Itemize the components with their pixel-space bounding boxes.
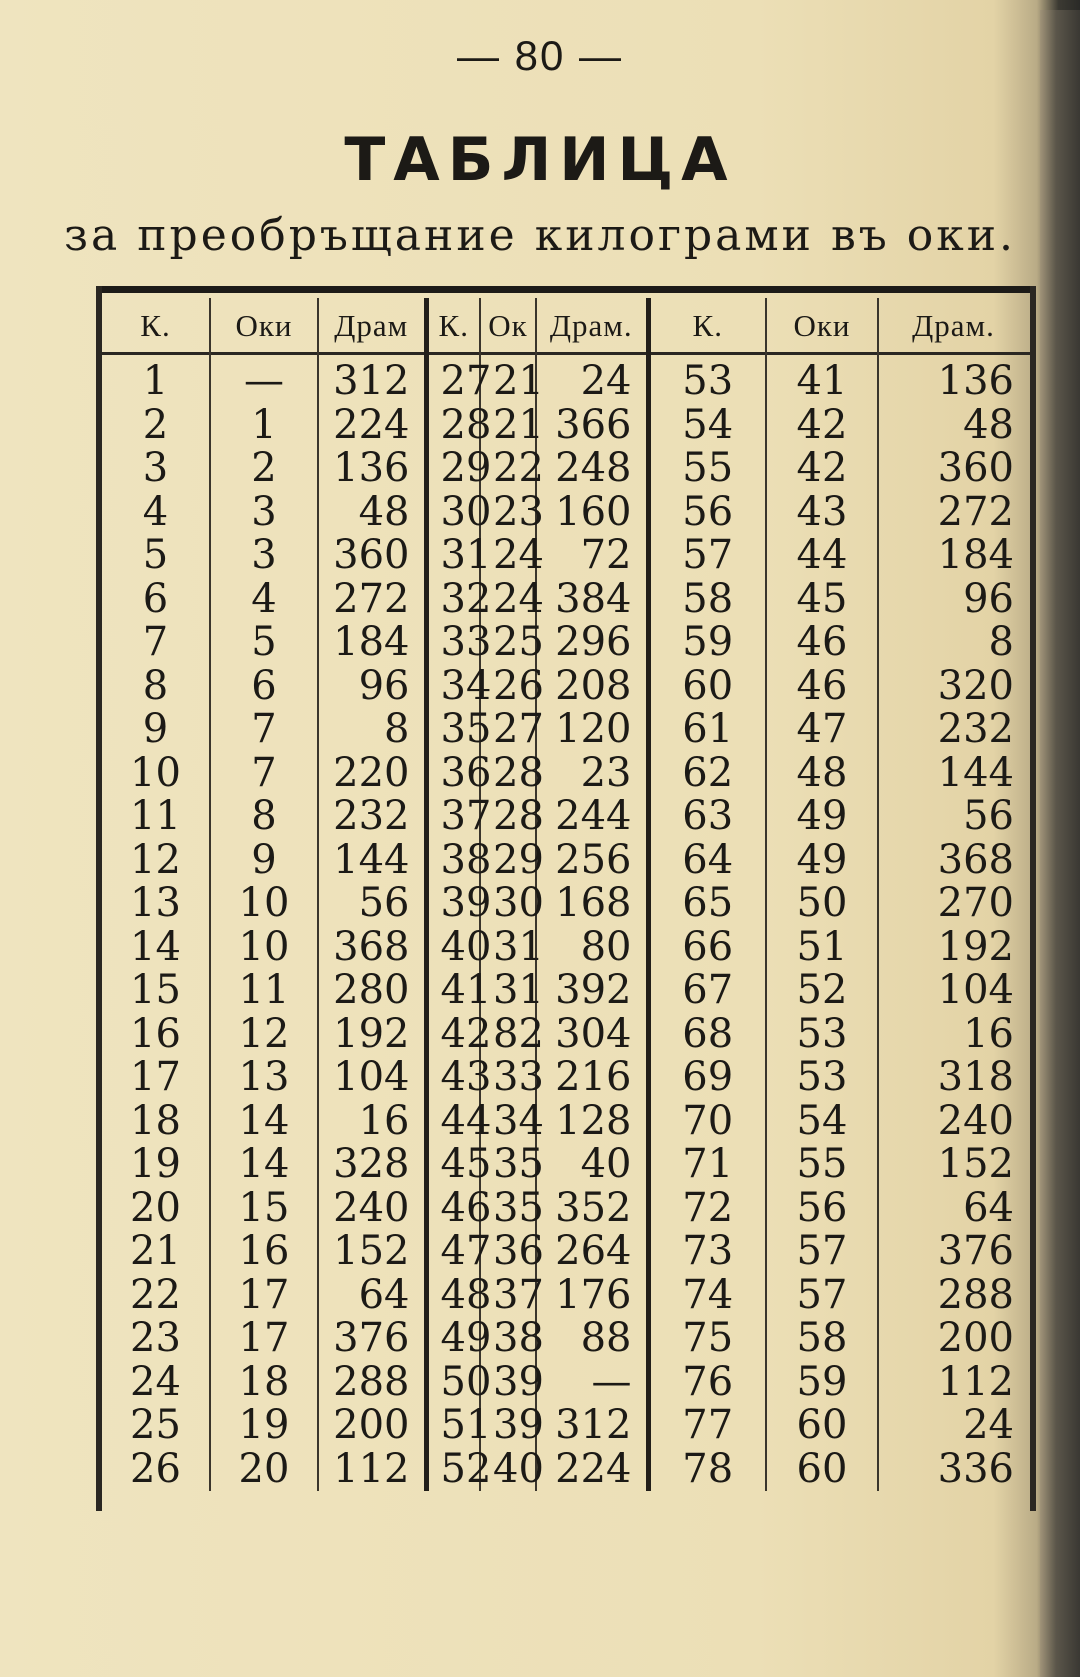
cell-kg-2: 29 — [426, 447, 480, 491]
cell-kg-3: 56 — [648, 491, 766, 535]
cell-kg-3: 69 — [648, 1056, 766, 1100]
cell-kg-3: 64 — [648, 839, 766, 883]
cell-dram-3: 8 — [878, 621, 1028, 665]
cell-dram-3: 64 — [878, 1187, 1028, 1231]
cell-kg-1: 2 — [142, 401, 169, 448]
conversion-table-frame — [96, 286, 1036, 1511]
cell-oki-1: 3 — [210, 534, 318, 578]
cell-kg-3: 61 — [648, 708, 766, 752]
table-header-row — [102, 298, 1028, 354]
cell-oki-3: 56 — [766, 1187, 878, 1231]
cell-oki-3: 49 — [766, 839, 878, 883]
cell-kg-3: 78 — [648, 1448, 766, 1492]
cell-oki-2: 35 — [480, 1143, 536, 1187]
cell-kg-2: 45 — [426, 1143, 480, 1187]
cell-oki-3: 50 — [766, 882, 878, 926]
cell-kg-1: 11 — [130, 793, 181, 839]
cell-dram-3: 16 — [878, 1013, 1028, 1057]
table-row — [102, 534, 1028, 578]
cell-kg-3: 53 — [648, 354, 766, 404]
cell-dram-2: 264 — [536, 1230, 648, 1274]
cell-oki-3: 59 — [766, 1361, 878, 1405]
header-oki-3: Оки — [766, 298, 878, 354]
cell-oki-2: 29 — [480, 839, 536, 883]
cell-dram-2: 120 — [536, 708, 648, 752]
cell-oki-2: 40 — [480, 1448, 536, 1492]
cell-oki-3: 55 — [766, 1143, 878, 1187]
cell-oki-2: 82 — [480, 1013, 536, 1057]
table-row — [102, 708, 1028, 752]
cell-kg-2: 51 — [426, 1404, 480, 1448]
cell-dram-3: 152 — [878, 1143, 1028, 1187]
cell-oki-2: 35 — [480, 1187, 536, 1231]
table-row — [102, 404, 1028, 448]
cell-kg-1: 7 — [142, 619, 169, 665]
cell-oki-1: 17 — [210, 1317, 318, 1361]
table-row — [102, 969, 1028, 1013]
page-subtitle: за преобръщание килограми въ оки. — [63, 210, 1016, 261]
cell-kg-3: 57 — [648, 534, 766, 578]
cell-dram-3: 144 — [878, 752, 1028, 796]
cell-dram-2: 256 — [536, 839, 648, 883]
cell-oki-2: 27 — [480, 708, 536, 752]
cell-oki-1: 6 — [210, 665, 318, 709]
cell-dram-1: 272 — [318, 578, 426, 622]
conversion-table — [102, 298, 1028, 1491]
cell-oki-1: 1 — [210, 404, 318, 448]
cell-oki-3: 45 — [766, 578, 878, 622]
table-row — [102, 447, 1028, 491]
cell-oki-2: 25 — [480, 621, 536, 665]
header-kg-1: К. — [140, 308, 171, 343]
cell-dram-2: 366 — [536, 404, 648, 448]
cell-kg-3: 70 — [648, 1100, 766, 1144]
cell-dram-1: 224 — [318, 404, 426, 448]
cell-dram-1: 312 — [318, 354, 426, 404]
cell-oki-2: 30 — [480, 882, 536, 926]
cell-dram-3: 104 — [878, 969, 1028, 1013]
cell-dram-3: 112 — [878, 1361, 1028, 1405]
cell-dram-3: 270 — [878, 882, 1028, 926]
table-body — [102, 354, 1028, 1491]
table-row — [102, 578, 1028, 622]
cell-oki-2: 28 — [480, 795, 536, 839]
cell-oki-1: 14 — [210, 1143, 318, 1187]
cell-dram-3: 200 — [878, 1317, 1028, 1361]
cell-dram-2: — — [536, 1361, 648, 1405]
cell-oki-2: 31 — [480, 969, 536, 1013]
table-row — [102, 1230, 1028, 1274]
cell-dram-3: 318 — [878, 1056, 1028, 1100]
cell-oki-2: 26 — [480, 665, 536, 709]
cell-dram-2: 248 — [536, 447, 648, 491]
cell-kg-1: 25 — [130, 1402, 181, 1448]
page-title: ТАБЛИЦА — [344, 125, 736, 195]
cell-kg-1: 26 — [130, 1445, 181, 1492]
cell-kg-2: 33 — [426, 621, 480, 665]
header-kg-3: К. — [648, 298, 766, 354]
cell-oki-1: 14 — [210, 1100, 318, 1144]
header-oki-1: Оки — [210, 298, 318, 354]
cell-oki-3: 48 — [766, 752, 878, 796]
cell-oki-3: 44 — [766, 534, 878, 578]
cell-oki-1: 18 — [210, 1361, 318, 1405]
cell-kg-2: 42 — [426, 1013, 480, 1057]
cell-kg-2: 50 — [426, 1361, 480, 1405]
cell-dram-3: 320 — [878, 665, 1028, 709]
cell-dram-2: 72 — [536, 534, 648, 578]
cell-oki-3: 41 — [766, 354, 878, 404]
cell-kg-2: 43 — [426, 1056, 480, 1100]
cell-oki-3: 42 — [766, 404, 878, 448]
cell-oki-2: 34 — [480, 1100, 536, 1144]
header-dram-1: Драм — [318, 298, 426, 354]
cell-dram-1: 16 — [318, 1100, 426, 1144]
table-row — [102, 1274, 1028, 1318]
cell-oki-1: — — [210, 354, 318, 404]
cell-kg-1: 15 — [130, 967, 181, 1013]
cell-dram-1: 152 — [318, 1230, 426, 1274]
cell-oki-2: 36 — [480, 1230, 536, 1274]
cell-dram-3: 336 — [878, 1448, 1028, 1492]
cell-dram-2: 128 — [536, 1100, 648, 1144]
table-right-rule — [1030, 286, 1036, 1511]
cell-dram-2: 88 — [536, 1317, 648, 1361]
cell-dram-1: 56 — [318, 882, 426, 926]
cell-kg-2: 35 — [426, 708, 480, 752]
cell-kg-2: 52 — [426, 1448, 480, 1492]
cell-dram-2: 176 — [536, 1274, 648, 1318]
cell-kg-3: 77 — [648, 1404, 766, 1448]
header-kg-2: К. — [426, 298, 480, 354]
cell-oki-2: 22 — [480, 447, 536, 491]
cell-kg-2: 48 — [426, 1274, 480, 1318]
cell-dram-1: 104 — [318, 1056, 426, 1100]
cell-kg-1: 13 — [130, 880, 181, 926]
cell-dram-1: 48 — [318, 491, 426, 535]
cell-kg-2: 44 — [426, 1100, 480, 1144]
cell-kg-1: 19 — [130, 1141, 181, 1187]
cell-kg-3: 75 — [648, 1317, 766, 1361]
header-dram-3: Драм. — [878, 298, 1028, 354]
cell-kg-2: 47 — [426, 1230, 480, 1274]
cell-dram-1: 232 — [318, 795, 426, 839]
cell-kg-2: 30 — [426, 491, 480, 535]
table-row — [102, 1448, 1028, 1492]
header-oki-2: Ок — [480, 298, 536, 354]
cell-oki-1: 7 — [210, 752, 318, 796]
cell-oki-3: 60 — [766, 1404, 878, 1448]
table-row — [102, 1056, 1028, 1100]
cell-oki-2: 21 — [480, 354, 536, 404]
cell-dram-2: 392 — [536, 969, 648, 1013]
cell-dram-1: 136 — [318, 447, 426, 491]
cell-oki-2: 28 — [480, 752, 536, 796]
cell-kg-1: 10 — [130, 749, 181, 796]
cell-dram-1: 240 — [318, 1187, 426, 1231]
cell-dram-3: 288 — [878, 1274, 1028, 1318]
cell-dram-2: 23 — [536, 752, 648, 796]
cell-dram-2: 312 — [536, 1404, 648, 1448]
cell-oki-2: 31 — [480, 926, 536, 970]
cell-oki-2: 33 — [480, 1056, 536, 1100]
cell-kg-1: 1 — [142, 358, 169, 404]
cell-dram-2: 296 — [536, 621, 648, 665]
cell-dram-1: 200 — [318, 1404, 426, 1448]
cell-oki-1: 16 — [210, 1230, 318, 1274]
cell-dram-3: 376 — [878, 1230, 1028, 1274]
cell-dram-3: 360 — [878, 447, 1028, 491]
cell-dram-3: 136 — [878, 354, 1028, 404]
cell-dram-1: 184 — [318, 621, 426, 665]
cell-kg-1: 24 — [130, 1358, 181, 1405]
cell-kg-1: 9 — [142, 706, 169, 752]
cell-kg-3: 73 — [648, 1230, 766, 1274]
table-row — [102, 354, 1028, 404]
cell-dram-1: 280 — [318, 969, 426, 1013]
cell-kg-2: 40 — [426, 926, 480, 970]
cell-oki-1: 11 — [210, 969, 318, 1013]
cell-kg-2: 34 — [426, 665, 480, 709]
cell-dram-1: 220 — [318, 752, 426, 796]
cell-dram-3: 48 — [878, 404, 1028, 448]
cell-dram-2: 244 — [536, 795, 648, 839]
cell-oki-1: 15 — [210, 1187, 318, 1231]
cell-dram-2: 168 — [536, 882, 648, 926]
table-row — [102, 621, 1028, 665]
cell-oki-3: 57 — [766, 1230, 878, 1274]
cell-dram-1: 112 — [318, 1448, 426, 1492]
cell-kg-3: 66 — [648, 926, 766, 970]
cell-dram-2: 224 — [536, 1448, 648, 1492]
header-dram-2: Драм. — [536, 298, 648, 354]
cell-dram-3: 232 — [878, 708, 1028, 752]
cell-kg-1: 14 — [130, 923, 181, 970]
cell-dram-2: 304 — [536, 1013, 648, 1057]
cell-kg-1: 4 — [142, 488, 169, 535]
cell-oki-2: 39 — [480, 1404, 536, 1448]
cell-kg-2: 46 — [426, 1187, 480, 1231]
cell-oki-3: 49 — [766, 795, 878, 839]
cell-kg-3: 58 — [648, 578, 766, 622]
cell-oki-3: 60 — [766, 1448, 878, 1492]
cell-kg-1: 18 — [130, 1097, 181, 1144]
cell-kg-3: 59 — [648, 621, 766, 665]
cell-oki-3: 52 — [766, 969, 878, 1013]
cell-oki-3: 47 — [766, 708, 878, 752]
cell-oki-1: 12 — [210, 1013, 318, 1057]
cell-kg-2: 38 — [426, 839, 480, 883]
cell-dram-1: 64 — [318, 1274, 426, 1318]
cell-kg-2: 39 — [426, 882, 480, 926]
table-row — [102, 882, 1028, 926]
cell-dram-1: 96 — [318, 665, 426, 709]
cell-dram-2: 216 — [536, 1056, 648, 1100]
cell-kg-3: 63 — [648, 795, 766, 839]
cell-dram-1: 192 — [318, 1013, 426, 1057]
cell-oki-3: 54 — [766, 1100, 878, 1144]
cell-kg-1: 6 — [142, 575, 169, 622]
cell-kg-2: 31 — [426, 534, 480, 578]
cell-kg-2: 49 — [426, 1317, 480, 1361]
cell-oki-1: 2 — [210, 447, 318, 491]
cell-dram-2: 352 — [536, 1187, 648, 1231]
table-row — [102, 491, 1028, 535]
cell-dram-3: 184 — [878, 534, 1028, 578]
cell-oki-2: 37 — [480, 1274, 536, 1318]
page-number: — 80 — — [456, 32, 624, 79]
cell-oki-3: 53 — [766, 1056, 878, 1100]
cell-dram-3: 240 — [878, 1100, 1028, 1144]
cell-dram-2: 384 — [536, 578, 648, 622]
cell-oki-2: 23 — [480, 491, 536, 535]
cell-kg-1: 5 — [142, 532, 169, 578]
cell-oki-1: 9 — [210, 839, 318, 883]
cell-kg-3: 55 — [648, 447, 766, 491]
cell-dram-1: 8 — [318, 708, 426, 752]
cell-oki-1: 13 — [210, 1056, 318, 1100]
table-row — [102, 1317, 1028, 1361]
cell-kg-2: 36 — [426, 752, 480, 796]
cell-oki-1: 4 — [210, 578, 318, 622]
cell-kg-3: 76 — [648, 1361, 766, 1405]
cell-oki-2: 24 — [480, 578, 536, 622]
cell-kg-2: 37 — [426, 795, 480, 839]
table-row — [102, 1361, 1028, 1405]
cell-kg-1: 16 — [130, 1010, 181, 1057]
cell-oki-3: 58 — [766, 1317, 878, 1361]
table-row — [102, 1187, 1028, 1231]
cell-dram-2: 40 — [536, 1143, 648, 1187]
cell-oki-1: 7 — [210, 708, 318, 752]
cell-oki-3: 46 — [766, 621, 878, 665]
cell-kg-1: 8 — [142, 662, 169, 709]
cell-dram-2: 24 — [536, 354, 648, 404]
cell-kg-1: 23 — [130, 1315, 181, 1361]
cell-dram-3: 192 — [878, 926, 1028, 970]
cell-dram-3: 272 — [878, 491, 1028, 535]
cell-kg-3: 71 — [648, 1143, 766, 1187]
cell-kg-3: 62 — [648, 752, 766, 796]
cell-oki-3: 51 — [766, 926, 878, 970]
cell-kg-3: 72 — [648, 1187, 766, 1231]
cell-oki-3: 42 — [766, 447, 878, 491]
cell-kg-1: 22 — [130, 1271, 181, 1318]
cell-oki-2: 24 — [480, 534, 536, 578]
table-row — [102, 1143, 1028, 1187]
cell-dram-2: 80 — [536, 926, 648, 970]
table-row — [102, 1404, 1028, 1448]
cell-oki-3: 53 — [766, 1013, 878, 1057]
cell-kg-3: 74 — [648, 1274, 766, 1318]
table-row — [102, 665, 1028, 709]
cell-dram-3: 56 — [878, 795, 1028, 839]
cell-kg-1: 3 — [142, 445, 169, 491]
table-row — [102, 839, 1028, 883]
table-row — [102, 795, 1028, 839]
cell-dram-1: 360 — [318, 534, 426, 578]
cell-dram-1: 368 — [318, 926, 426, 970]
cell-dram-1: 144 — [318, 839, 426, 883]
cell-oki-1: 20 — [210, 1448, 318, 1492]
cell-oki-2: 38 — [480, 1317, 536, 1361]
cell-dram-3: 24 — [878, 1404, 1028, 1448]
cell-oki-1: 5 — [210, 621, 318, 665]
cell-kg-1: 20 — [130, 1184, 181, 1231]
cell-oki-3: 46 — [766, 665, 878, 709]
cell-kg-1: 21 — [130, 1228, 181, 1274]
cell-kg-3: 54 — [648, 404, 766, 448]
cell-kg-1: 17 — [130, 1054, 181, 1100]
cell-dram-3: 96 — [878, 578, 1028, 622]
cell-oki-1: 8 — [210, 795, 318, 839]
cell-oki-1: 17 — [210, 1274, 318, 1318]
cell-kg-3: 67 — [648, 969, 766, 1013]
cell-kg-2: 27 — [426, 354, 480, 404]
table-row — [102, 752, 1028, 796]
cell-dram-3: 368 — [878, 839, 1028, 883]
cell-oki-2: 39 — [480, 1361, 536, 1405]
table-row — [102, 1100, 1028, 1144]
cell-oki-1: 3 — [210, 491, 318, 535]
cell-oki-1: 10 — [210, 926, 318, 970]
cell-dram-2: 208 — [536, 665, 648, 709]
table-row — [102, 926, 1028, 970]
cell-kg-3: 68 — [648, 1013, 766, 1057]
table-top-rule — [96, 286, 1034, 293]
cell-kg-1: 12 — [130, 836, 181, 883]
cell-oki-3: 57 — [766, 1274, 878, 1318]
cell-oki-3: 43 — [766, 491, 878, 535]
cell-kg-3: 65 — [648, 882, 766, 926]
cell-kg-2: 41 — [426, 969, 480, 1013]
cell-oki-1: 19 — [210, 1404, 318, 1448]
cell-dram-1: 376 — [318, 1317, 426, 1361]
cell-oki-1: 10 — [210, 882, 318, 926]
cell-dram-2: 160 — [536, 491, 648, 535]
cell-dram-1: 288 — [318, 1361, 426, 1405]
cell-kg-2: 32 — [426, 578, 480, 622]
cell-dram-1: 328 — [318, 1143, 426, 1187]
cell-kg-3: 60 — [648, 665, 766, 709]
table-row — [102, 1013, 1028, 1057]
cell-kg-2: 28 — [426, 404, 480, 448]
cell-oki-2: 21 — [480, 404, 536, 448]
